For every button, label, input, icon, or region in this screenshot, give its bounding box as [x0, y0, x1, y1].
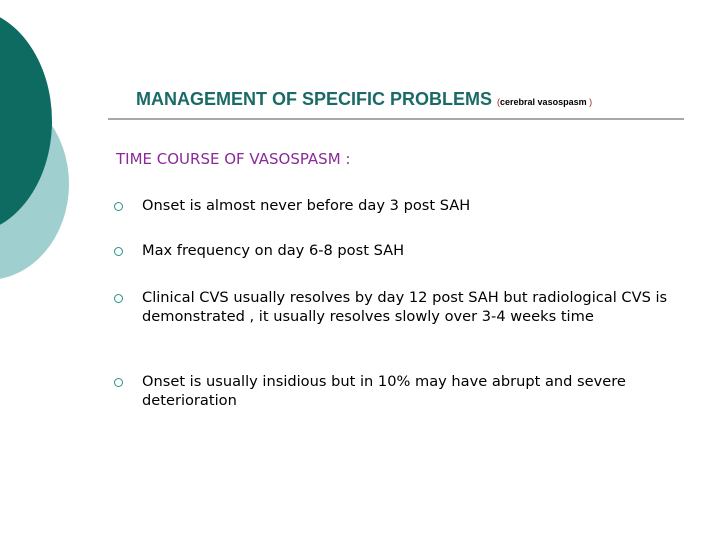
bullet-item — [114, 372, 684, 410]
hollow-circle-bullet-icon — [114, 294, 123, 303]
subtitle-close-paren: ) — [589, 97, 593, 107]
hollow-circle-bullet-icon — [114, 378, 123, 387]
slide-subtitle-wrapper — [497, 97, 592, 107]
bullet-text: Clinical CVS usually resolves by day 12 post SAH but radiological CVS is demonstrated , it usually resolves slowly over 3-4 weeks time — [142, 289, 668, 325]
section-subheading: TIME COURSE OF VASOSPASM : — [116, 150, 351, 168]
subtitle-open-paren: ( — [497, 97, 501, 107]
bullet-text: Onset is usually insidious but in 10% may have abrupt and severe deterioration — [142, 373, 626, 409]
bullet-text: Max frequency on day 6-8 post SAH — [142, 242, 405, 259]
title-divider — [108, 118, 684, 120]
hollow-circle-bullet-icon — [114, 202, 123, 211]
bullet-item — [114, 196, 684, 215]
slide-title-text: MANAGEMENT OF SPECIFIC PROBLEMS — [136, 89, 493, 109]
slide-subtitle: cerebral vasospasm — [500, 97, 587, 107]
bullet-text: Onset is almost never before day 3 post SAH — [142, 197, 471, 214]
bullet-item — [114, 288, 684, 326]
slide-title — [136, 88, 696, 113]
hollow-circle-bullet-icon — [114, 247, 123, 256]
bullet-item — [114, 241, 684, 260]
